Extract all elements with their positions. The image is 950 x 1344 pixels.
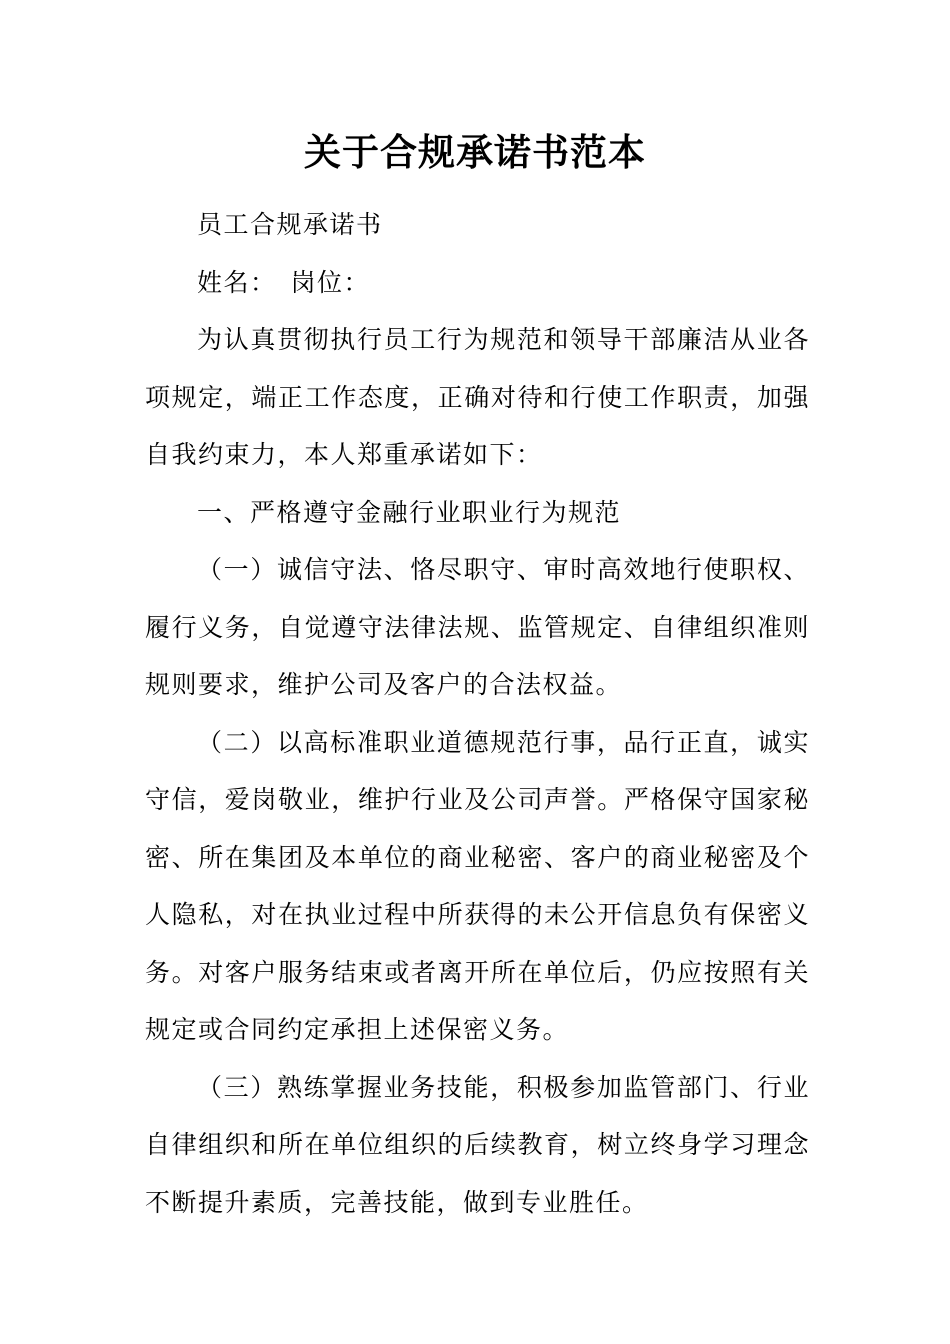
clause-2: （二）以高标准职业道德规范行事，品行正直，诚实守信，爱岗敬业，维护行业及公司声誉。严格保守国家秘密、所在集团及本单位的商业秘密、客户的商业秘密及个人隐私，对在执业过程中所获得的未公开信息负有保密义务。对客户服务结束或者离开所在单位后，仍应按照有关规定或合同约定承担上述保密义务。: [145, 727, 810, 1044]
clause-1: （一）诚信守法、恪尽职守、审时高效地行使职权、履行义务，自觉遵守法律法规、监管规定、自律组织准则规则要求，维护公司及客户的合法权益。: [145, 555, 810, 699]
document-body: [145, 196, 810, 1231]
document-title: 关于合规承诺书范本: [304, 130, 646, 174]
name-label: 姓名：: [197, 267, 277, 297]
intro-paragraph: 为认真贯彻执行员工行为规范和领导干部廉洁从业各项规定，端正工作态度，正确对待和行使工作职责，加强自我约束力，本人郑重承诺如下：: [145, 325, 810, 469]
clause-3: （三）熟练掌握业务技能，积极参加监管部门、行业自律组织和所在单位组织的后续教育，树立终身学习理念不断提升素质，完善技能，做到专业胜任。: [145, 1072, 810, 1217]
name-position-line: [145, 254, 810, 312]
position-label: 岗位：: [290, 267, 371, 297]
section-heading-1: 一、严格遵守金融行业职业行为规范: [197, 497, 622, 527]
subtitle: 员工合规承诺书: [197, 210, 383, 239]
